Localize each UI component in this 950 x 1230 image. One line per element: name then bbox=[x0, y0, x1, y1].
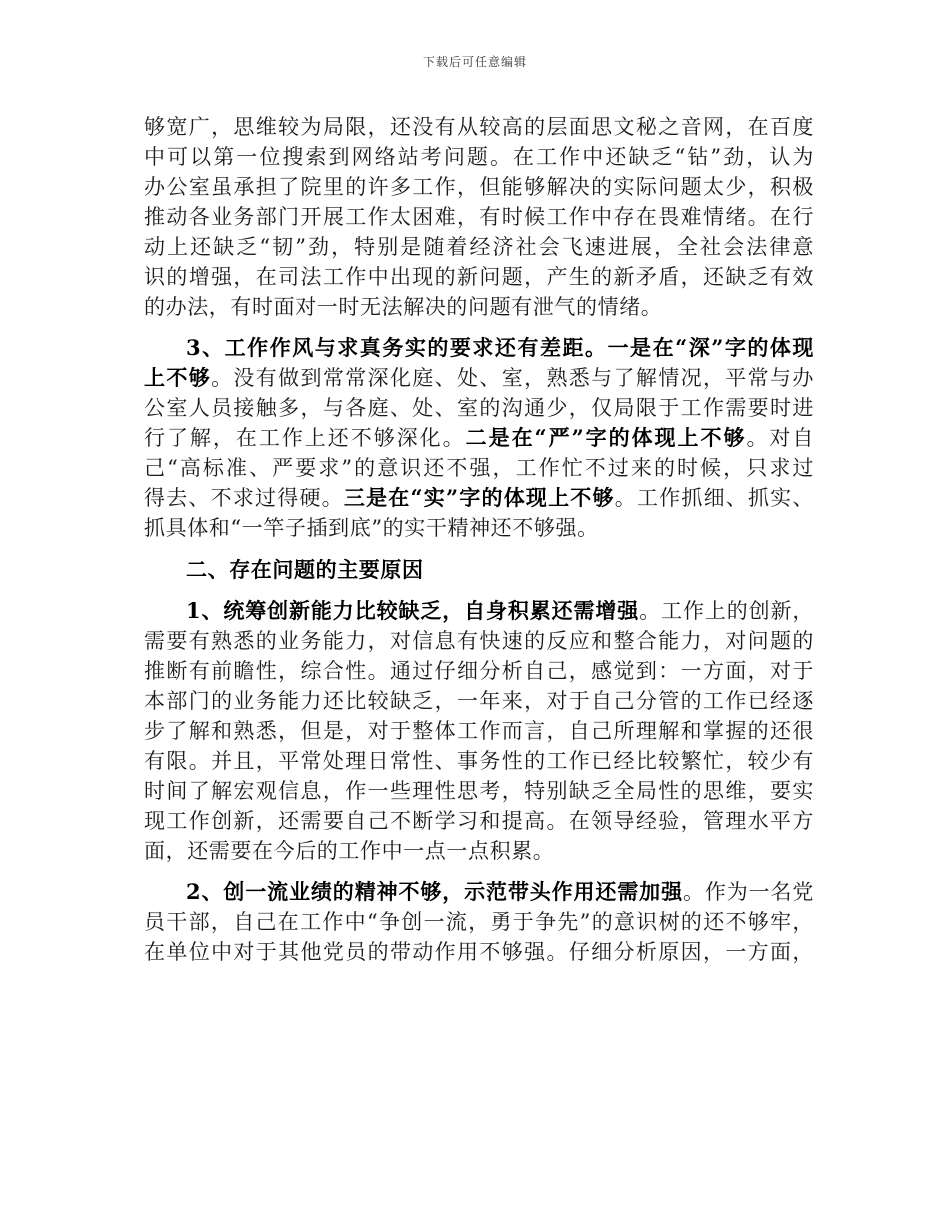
text-run: 推动各业务部门开展工作太困难，有时候工作中存在畏难情绪。在行 bbox=[144, 205, 814, 229]
text-run: 抓具体和“一竿子插到底”的实干精神还不够强。 bbox=[144, 516, 599, 540]
text-run: 。作为一名党 bbox=[682, 880, 814, 904]
text-line bbox=[144, 686, 814, 716]
text-run: 步了解和熟悉，但是，对于整体工作而言，自己所理解和掌握的还很 bbox=[144, 719, 814, 743]
text-line bbox=[144, 262, 814, 292]
text-run: 得去、不求过得硬。 bbox=[144, 486, 344, 510]
text-run: 在单位中对于其他党员的带动作用不够强。仔细分析原因，一方面， bbox=[144, 940, 814, 964]
text-line bbox=[144, 232, 814, 262]
text-line bbox=[186, 877, 814, 907]
text-line bbox=[144, 806, 814, 836]
text-line bbox=[144, 112, 814, 142]
text-run: 动上还缺乏“韧”劲，特别是随着经济社会飞速进展，全社会法律意 bbox=[144, 235, 814, 259]
text-line bbox=[144, 292, 814, 322]
text-run: 行了解，在工作上还不够深化。 bbox=[144, 426, 466, 450]
text-run: 够宽广，思维较为局限，还没有从较高的层面思文秘之音网，在百度 bbox=[144, 115, 814, 139]
text-run: 办公室虽承担了院里的许多工作，但能够解决的实际问题太少，积极 bbox=[144, 175, 814, 199]
text-run: 推断有前瞻性，综合性。通过仔细分析自己，感觉到：一方面，对于 bbox=[144, 659, 814, 683]
text-run: 的办法，有时面对一时无法解决的问题有泄气的情绪。 bbox=[144, 295, 663, 319]
text-run: 。对自 bbox=[746, 426, 814, 450]
text-run-bold: 三是在“实”字的体现上不够 bbox=[343, 485, 615, 510]
text-line bbox=[144, 393, 814, 423]
text-run: 有限。并且，平常处理日常性、事务性的工作已经比较繁忙，较少有 bbox=[144, 749, 814, 773]
section-heading bbox=[186, 333, 814, 363]
text-line bbox=[144, 172, 814, 202]
text-run: 员干部，自己在工作中“争创一流，勇于争先”的意识树的还不够牢， bbox=[144, 910, 814, 934]
page-header: 下载后可任意编辑 bbox=[422, 55, 527, 69]
text-run: 时间了解宏观信息，作一些理性思考，特别缺乏全局性的思维，要实 bbox=[144, 779, 814, 803]
text-line bbox=[144, 142, 814, 172]
text-run-bold: 2、创一流业绩的精神不够，示范带头作用还需加强 bbox=[186, 879, 683, 904]
text-line bbox=[186, 596, 814, 626]
text-line bbox=[144, 363, 814, 393]
text-run-bold: 1、统筹创新能力比较缺乏，自身积累还需增强 bbox=[186, 598, 640, 623]
text-run: 。工作上的创新， bbox=[639, 599, 814, 623]
text-line bbox=[144, 453, 814, 483]
text-run: 公室人员接触多，与各庭、处、室的沟通少，仅局限于工作需要时进 bbox=[144, 396, 814, 420]
text-line bbox=[144, 776, 814, 806]
text-line bbox=[144, 202, 814, 232]
text-run: 。没有做到常常深化庭、处、室，熟悉与了解情况，平常与办 bbox=[211, 366, 814, 390]
text-run: 本部门的业务能力还比较缺乏，一年来，对于自己分管的工作已经逐 bbox=[144, 689, 814, 713]
text-line bbox=[144, 483, 814, 513]
text-line bbox=[144, 836, 814, 866]
text-line bbox=[144, 907, 814, 937]
text-run: 面，还需要在今后的工作中一点一点积累。 bbox=[144, 839, 555, 863]
text-run: 识的增强，在司法工作中出现的新问题，产生的新矛盾，还缺乏有效 bbox=[144, 265, 814, 289]
text-line bbox=[144, 656, 814, 686]
text-run: 中可以第一位搜索到网络站考问题。在工作中还缺乏“钻”劲，认为 bbox=[144, 145, 814, 169]
text-run: 。工作抓细、抓实、 bbox=[614, 486, 814, 510]
text-line bbox=[144, 513, 814, 543]
text-run: 己“高标准、严要求”的意识还不强，工作忙不过来的时候，只求过 bbox=[144, 456, 814, 480]
text-run: 需要有熟悉的业务能力，对信息有快速的反应和整合能力，对问题的 bbox=[144, 629, 814, 653]
text-run-bold: 上不够 bbox=[144, 365, 212, 390]
text-line bbox=[144, 746, 814, 776]
text-line bbox=[144, 937, 814, 967]
text-run-bold: 3、工作作风与求真务实的要求还有差距。一是在“深”字的体现 bbox=[186, 335, 814, 360]
text-run-bold: 二、存在问题的主要原因 bbox=[186, 557, 424, 582]
text-run-bold: 二是在“严”字的体现上不够 bbox=[465, 425, 747, 450]
text-line bbox=[144, 626, 814, 656]
text-run: 现工作创新，还需要自己不断学习和提高。在领导经验，管理水平方 bbox=[144, 809, 814, 833]
section-heading bbox=[186, 555, 814, 585]
text-line bbox=[144, 423, 814, 453]
text-line bbox=[144, 716, 814, 746]
